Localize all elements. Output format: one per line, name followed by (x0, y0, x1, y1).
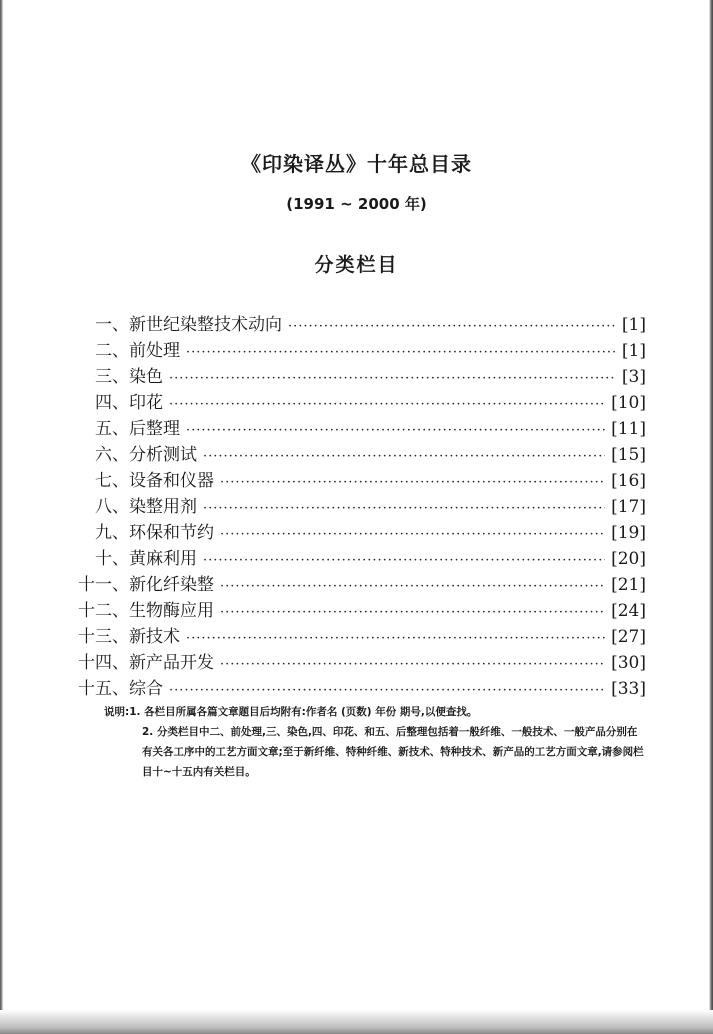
toc-page: [1] (621, 315, 646, 335)
toc-page: [17] (611, 497, 646, 517)
toc-number: 十一、 (78, 575, 129, 595)
toc-number: 七、 (95, 471, 129, 491)
toc-number: 三、 (95, 367, 129, 387)
note-line-2 (104, 722, 644, 782)
toc-item (78, 440, 646, 466)
toc-item (78, 570, 646, 596)
toc-page: [24] (611, 601, 646, 621)
note-2: 2. 分类栏目中二、前处理,三、染色,四、印花、和五、后整理包括着一般纤维、一般技术、一般产品分别在有关各工序中的工艺方面文章;至于新纤维、特种纤维、新技术、特种技术、新产品的工艺方面文章,请参阅栏目十~十五内有关栏目。 (142, 726, 644, 778)
toc-item (78, 518, 646, 544)
note-line-1 (104, 702, 644, 722)
toc-dot-leader (186, 423, 605, 438)
toc-page: [27] (611, 627, 646, 647)
table-of-contents (78, 310, 646, 700)
toc-dot-leader (203, 449, 605, 464)
toc-item (78, 596, 646, 622)
toc-dot-leader (169, 371, 616, 386)
toc-label: 分析测试 (129, 445, 197, 465)
toc-dot-leader (186, 631, 605, 646)
toc-number: 十五、 (78, 679, 129, 699)
toc-number: 二、 (95, 341, 129, 361)
toc-page: [10] (611, 393, 646, 413)
toc-item (78, 466, 646, 492)
page-title: 《印染译丛》十年总目录 (241, 152, 472, 176)
toc-dot-leader (288, 319, 616, 334)
toc-label: 环保和节约 (129, 523, 214, 543)
toc-item (78, 414, 646, 440)
toc-page: [33] (611, 679, 646, 699)
toc-number: 十三、 (78, 627, 129, 647)
toc-dot-leader (220, 605, 605, 620)
toc-number: 九、 (95, 523, 129, 543)
toc-label: 生物酶应用 (129, 601, 214, 621)
toc-dot-leader (169, 683, 605, 698)
page-subtitle: (1991 ~ 2000 年) (286, 195, 427, 213)
toc-label: 新产品开发 (129, 653, 214, 673)
toc-dot-leader (220, 579, 605, 594)
toc-item (78, 388, 646, 414)
toc-label: 后整理 (129, 419, 180, 439)
note-1: 1. 各栏目所属各篇文章题目后均附有:作者名 (页数) 年份 期号,以便查找。 (129, 706, 478, 718)
toc-label: 新世纪染整技术动向 (129, 315, 282, 335)
toc-label: 黄麻利用 (129, 549, 197, 569)
toc-item (78, 648, 646, 674)
toc-dot-leader (220, 527, 605, 542)
toc-label: 印花 (129, 393, 163, 413)
notes-prefix: 说明: (104, 706, 130, 718)
toc-page: [16] (611, 471, 646, 491)
toc-item (78, 492, 646, 518)
toc-number: 四、 (95, 393, 129, 413)
toc-label: 新化纤染整 (129, 575, 214, 595)
toc-number: 十四、 (78, 653, 129, 673)
toc-item (78, 362, 646, 388)
toc-page: [11] (611, 419, 646, 439)
toc-number: 六、 (95, 445, 129, 465)
toc-page: [15] (611, 445, 646, 465)
toc-item (78, 336, 646, 362)
toc-label: 综合 (129, 679, 163, 699)
toc-dot-leader (203, 553, 605, 568)
toc-dot-leader (220, 657, 605, 672)
scan-edge-bottom (0, 1010, 713, 1034)
toc-dot-leader (203, 501, 605, 516)
toc-label: 前处理 (129, 341, 180, 361)
toc-dot-leader (220, 475, 605, 490)
toc-label: 染色 (129, 367, 163, 387)
toc-page: [1] (621, 341, 646, 361)
toc-dot-leader (186, 345, 616, 360)
toc-page: [30] (611, 653, 646, 673)
toc-number: 五、 (95, 419, 129, 439)
toc-page: [20] (611, 549, 646, 569)
toc-page: [3] (621, 367, 646, 387)
toc-number: 八、 (95, 497, 129, 517)
toc-dot-leader (169, 397, 605, 412)
toc-item (78, 544, 646, 570)
toc-number: 十、 (95, 549, 129, 569)
toc-item (78, 674, 646, 700)
toc-page: [19] (611, 523, 646, 543)
notes-section (104, 702, 644, 782)
section-heading: 分类栏目 (314, 254, 399, 276)
toc-number: 一、 (95, 315, 129, 335)
toc-item (78, 310, 646, 336)
toc-label: 染整用剂 (129, 497, 197, 517)
toc-label: 设备和仪器 (129, 471, 214, 491)
toc-label: 新技术 (129, 627, 180, 647)
toc-item (78, 622, 646, 648)
toc-page: [21] (611, 575, 646, 595)
toc-number: 十二、 (78, 601, 129, 621)
